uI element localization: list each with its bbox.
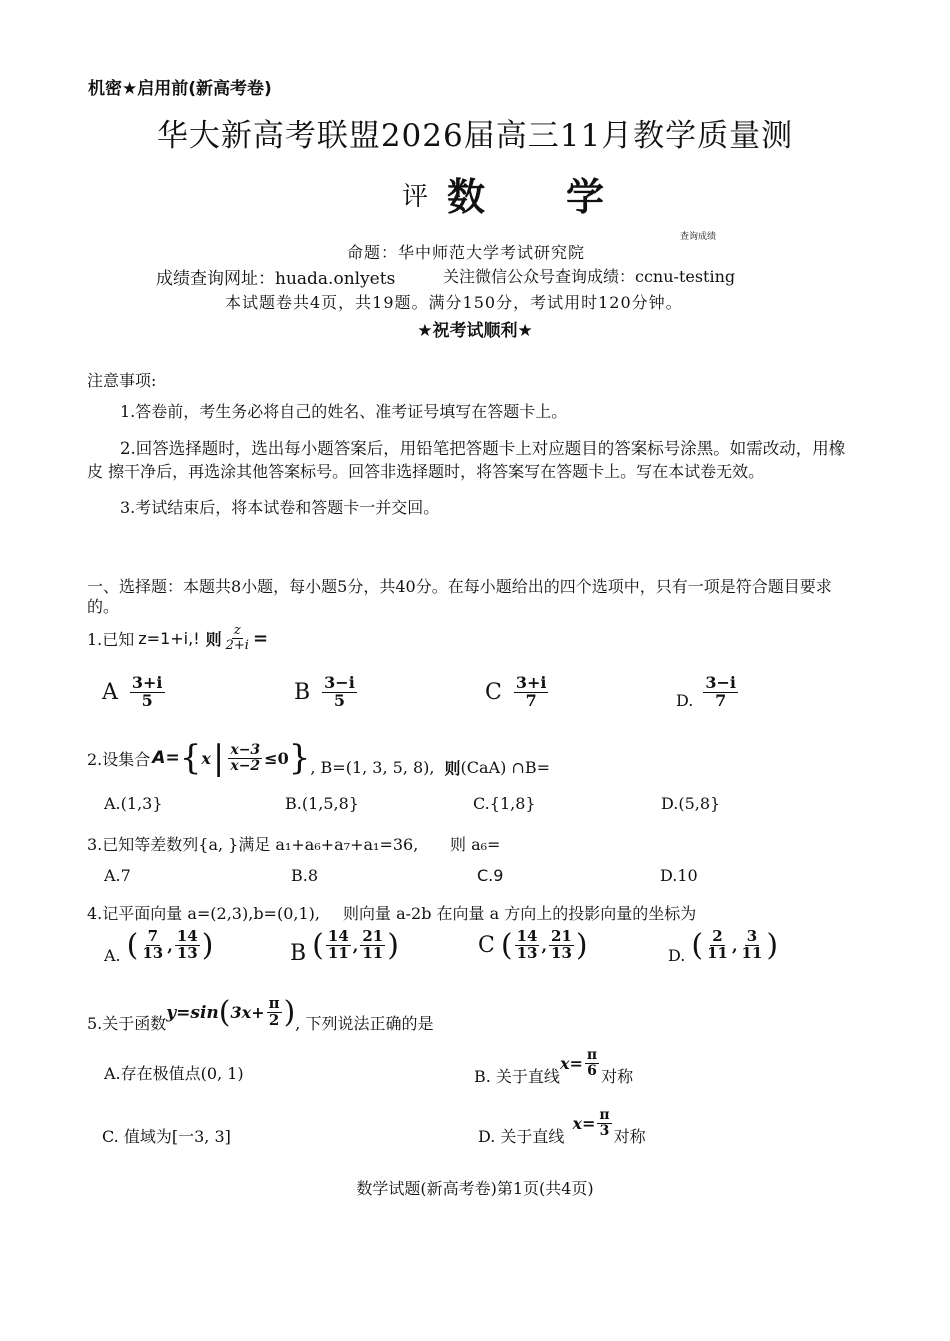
subject-prefix: 评 bbox=[402, 182, 429, 212]
wechat-line: 关注微信公众号查询成绩：ccnu-testing bbox=[443, 267, 736, 286]
q5-lparen: ( bbox=[218, 995, 231, 1030]
q4-c-n1: 14 bbox=[516, 927, 538, 946]
q3-option-a[interactable]: A.7 bbox=[104, 866, 131, 885]
q5-option-d-prefix: D. 关于直线 bbox=[478, 1126, 565, 1146]
q4-c-rparen: ) bbox=[575, 928, 588, 963]
q4-a-n2: 14 bbox=[176, 927, 198, 946]
q5-option-b-prefix: B. 关于直线 bbox=[474, 1066, 560, 1086]
q4-d-rparen: ) bbox=[766, 928, 779, 963]
q5-option-b-x: x= bbox=[559, 1053, 583, 1073]
q4-a-rparen: ) bbox=[201, 928, 214, 963]
q4-b-frac-2 bbox=[360, 929, 385, 962]
q2-stem: 2.设集合 bbox=[87, 749, 151, 769]
good-luck-wish: ★祝考试顺利★ bbox=[417, 321, 533, 341]
q3-stem: 3.已知等差数列{a, }满足 a₁+a₆+a₇+a₁=36, bbox=[87, 835, 419, 854]
q1-option-c[interactable] bbox=[485, 675, 550, 710]
q4-d-comma: , bbox=[731, 936, 738, 955]
q5-func-lhs: y=sin bbox=[166, 1002, 219, 1023]
q4-d-d2: 11 bbox=[741, 944, 763, 962]
note-1: 1.答卷前，考生务必将自己的姓名、准考证号填写在答题卡上。 bbox=[120, 402, 568, 421]
q4-d-d1: 11 bbox=[707, 944, 728, 962]
subject-char-2: 学 bbox=[566, 175, 605, 219]
q1-fraction bbox=[224, 624, 251, 652]
q5-rparen: ) bbox=[283, 995, 296, 1030]
q5-option-d[interactable] bbox=[478, 1107, 646, 1146]
q4-a-n1: 7 bbox=[147, 927, 159, 946]
q3-then: 则 a₆= bbox=[450, 835, 501, 854]
q1-c-den: 7 bbox=[525, 690, 537, 710]
q5-option-c[interactable]: C. 值域为[一3, 3] bbox=[102, 1127, 231, 1146]
q5-rest: , 下列说法正确的是 bbox=[295, 1014, 434, 1033]
exam-summary: 本试题卷共4页，共19题。满分150分，考试用时120分钟。 bbox=[225, 293, 683, 312]
q4-a-d2: 13 bbox=[176, 944, 198, 962]
q1-stem: 1.已知 bbox=[87, 629, 135, 649]
q5-option-b-suffix: 对称 bbox=[601, 1066, 634, 1086]
q4-option-a-letter: A. bbox=[104, 946, 121, 965]
q1-then: 则 bbox=[205, 629, 222, 649]
q4-option-b-letter: B bbox=[290, 941, 307, 966]
q4-then: 则向量 a-2b 在向量 a 方向上的投影向量的坐标为 bbox=[343, 904, 697, 923]
q5-b-den: 6 bbox=[587, 1062, 597, 1079]
q2-set-a: A= bbox=[152, 748, 180, 768]
q2-rbrace: } bbox=[288, 738, 311, 778]
q5-function bbox=[166, 1003, 219, 1023]
q4-d-n2: 3 bbox=[746, 927, 758, 946]
q5-option-a[interactable]: A.存在极值点(0, 1) bbox=[104, 1064, 244, 1083]
side-note: 查询成绩 bbox=[680, 232, 717, 242]
q1-option-b[interactable] bbox=[294, 675, 359, 710]
q4-stem: 4.记平面向量 a=(2,3),b=(0,1), bbox=[87, 904, 320, 923]
q1-option-c-letter: C bbox=[485, 679, 502, 705]
q5-pi: π bbox=[268, 994, 280, 1013]
q4-b-rparen: ) bbox=[387, 928, 399, 963]
q1-equals: = bbox=[252, 627, 269, 649]
q4-option-c[interactable] bbox=[478, 928, 588, 963]
q4-b-frac-1 bbox=[326, 929, 351, 962]
q4-b-d2: 11 bbox=[362, 944, 384, 962]
q4-b-comma: , bbox=[352, 936, 359, 955]
q1-option-c-frac bbox=[514, 675, 549, 710]
q4-c-d2: 13 bbox=[551, 944, 572, 962]
q4-b-lparen: ( bbox=[312, 928, 324, 963]
q1-option-a-frac bbox=[130, 675, 165, 710]
note-2-line-1: 2.回答选择题时，选出每小题答案后，用铅笔把答题卡上对应题目的答案标号涂黑。如需改动，用橡 bbox=[120, 439, 846, 458]
q4-a-frac-1 bbox=[140, 929, 165, 962]
q4-option-d[interactable] bbox=[668, 928, 778, 963]
author-line: 命题：华中师范大学考试研究院 bbox=[347, 243, 586, 262]
q1-condition: z=1+i,! bbox=[138, 628, 200, 648]
q5-two: 2 bbox=[268, 1011, 280, 1029]
q5-d-den: 3 bbox=[599, 1122, 610, 1139]
q4-c-comma: , bbox=[541, 936, 548, 955]
q1-option-d-frac bbox=[703, 675, 738, 710]
q4-b-n1: 14 bbox=[327, 927, 349, 946]
q4-c-frac-1 bbox=[515, 929, 540, 962]
q2-option-b[interactable]: B.(1,5,8} bbox=[285, 794, 359, 813]
q1-d-num: 3−i bbox=[705, 673, 736, 692]
q1-frac-den: 2+i bbox=[225, 637, 249, 653]
note-2-line-2: 皮 擦干净后，再选涂其他答案标号。回答非选择题时，将答案写在答题卡上。写在本试卷无效。 bbox=[87, 462, 765, 481]
q2-leq: ≤0 bbox=[264, 748, 289, 768]
q1-d-den: 7 bbox=[715, 690, 727, 710]
note-3: 3.考试结束后，将本试卷和答题卡一并交回。 bbox=[120, 498, 440, 517]
q4-option-b[interactable] bbox=[290, 927, 399, 966]
q5-d-num: π bbox=[599, 1107, 610, 1123]
q5-stem: 5.关于函数 bbox=[87, 1014, 167, 1033]
q4-c-d1: 13 bbox=[516, 944, 538, 962]
q3-option-b[interactable]: B.8 bbox=[291, 866, 319, 885]
notes-heading: 注意事项: bbox=[87, 371, 157, 390]
question-2 bbox=[87, 738, 550, 778]
q2-option-c[interactable]: C.{1,8} bbox=[473, 794, 536, 813]
confidential-label: 机密★启用前(新高考卷) bbox=[88, 79, 272, 99]
exam-title: 华大新高考联盟2026届高三11月教学质量测 bbox=[156, 118, 794, 154]
q2-bar: | bbox=[212, 738, 225, 778]
q1-option-b-letter: B bbox=[294, 679, 311, 705]
q4-option-d-letter: D. bbox=[668, 946, 686, 965]
q1-a-num: 3+i bbox=[131, 673, 163, 692]
q4-option-a[interactable] bbox=[104, 928, 213, 963]
q2-fraction bbox=[228, 743, 262, 773]
subject-char-1: 数 bbox=[447, 175, 486, 219]
question-1 bbox=[87, 624, 268, 652]
q4-a-frac-2 bbox=[175, 929, 200, 962]
question-5 bbox=[87, 994, 434, 1033]
q1-b-num: 3−i bbox=[324, 673, 355, 692]
q2-var: x bbox=[201, 748, 211, 768]
q3-option-d[interactable]: D.10 bbox=[660, 866, 698, 885]
q1-c-num: 3+i bbox=[515, 673, 547, 692]
q4-c-lparen: ( bbox=[500, 928, 513, 963]
q2-then: 则 bbox=[444, 758, 461, 778]
q2-frac-den: x−2 bbox=[230, 757, 261, 774]
q4-d-frac-2 bbox=[740, 929, 765, 962]
q5-option-d-suffix: 对称 bbox=[613, 1126, 646, 1146]
q4-b-n2: 21 bbox=[362, 927, 384, 946]
q5-option-d-frac bbox=[597, 1108, 611, 1138]
section-1-intro-line-2: 的。 bbox=[87, 597, 120, 616]
q4-c-frac-2 bbox=[549, 929, 574, 962]
q1-frac-num: z bbox=[233, 623, 241, 638]
q5-inner: 3x+ bbox=[230, 1003, 265, 1022]
page-footer: 数学试题(新高考卷)第1页(共4页) bbox=[356, 1179, 594, 1198]
q5-pi-fraction bbox=[267, 996, 282, 1029]
q5-option-d-x: x= bbox=[572, 1113, 596, 1133]
q4-d-lparen: ( bbox=[691, 928, 704, 963]
q1-option-b-frac bbox=[322, 675, 357, 710]
q4-a-lparen: ( bbox=[126, 928, 139, 963]
q4-option-c-letter: C bbox=[478, 933, 495, 958]
q5-option-b[interactable] bbox=[474, 1047, 634, 1086]
q4-d-frac-1 bbox=[705, 929, 730, 962]
q1-a-den: 5 bbox=[141, 690, 153, 710]
q1-option-d[interactable] bbox=[676, 675, 740, 710]
q2-option-d[interactable]: D.(5,8} bbox=[661, 794, 721, 813]
q1-b-den: 5 bbox=[333, 690, 346, 710]
q4-a-comma: , bbox=[167, 936, 173, 955]
q3-option-c[interactable]: C.9 bbox=[477, 866, 504, 885]
q4-d-n1: 2 bbox=[712, 927, 723, 946]
q2-lbrace: { bbox=[179, 738, 202, 778]
q1-option-d-letter: D. bbox=[676, 690, 694, 710]
section-1-intro-line-1: 一、选择题：本题共8小题，每小题5分，共40分。在每小题给出的四个选项中，只有一项是符合题目要求 bbox=[87, 577, 832, 596]
q2-expr: (CaA) ∩B= bbox=[460, 757, 550, 777]
q2-option-a[interactable]: A.(1,3} bbox=[104, 794, 163, 813]
q4-b-d1: 11 bbox=[327, 944, 349, 962]
q2-rest: , B=(1, 3, 5, 8), bbox=[310, 757, 435, 777]
q5-b-num: π bbox=[586, 1047, 598, 1063]
q1-option-a[interactable] bbox=[102, 675, 167, 710]
q2-frac-num: x−3 bbox=[230, 741, 261, 758]
q4-a-d1: 13 bbox=[142, 944, 164, 962]
q1-option-a-letter: A bbox=[102, 679, 118, 705]
score-website: 成绩查询网址：huada.onlyets bbox=[156, 269, 396, 289]
q5-option-b-frac bbox=[585, 1048, 599, 1078]
q4-c-n2: 21 bbox=[551, 927, 572, 946]
